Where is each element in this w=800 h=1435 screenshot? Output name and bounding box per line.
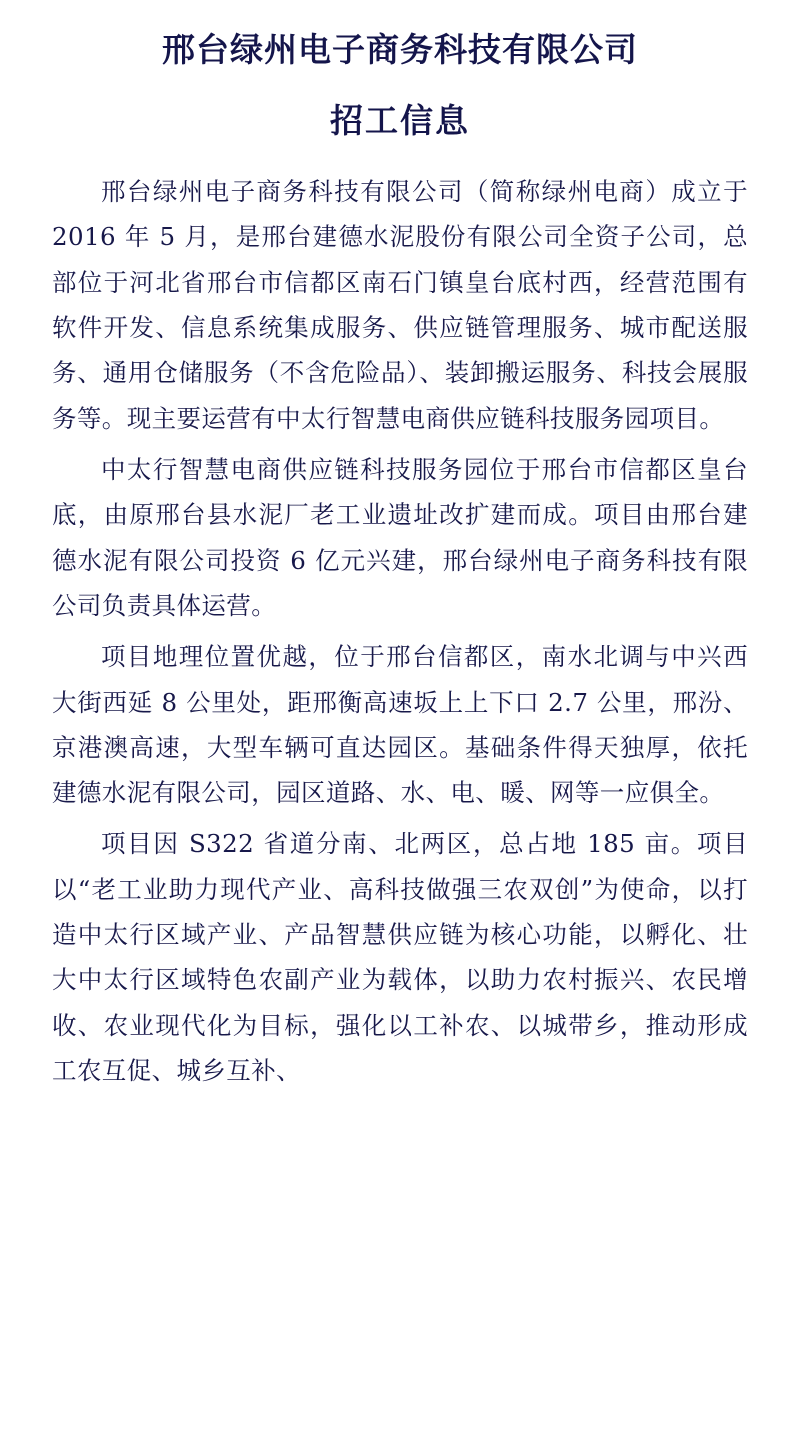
paragraph-company-intro: 邢台绿州电子商务科技有限公司（简称绿州电商）成立于 2016 年 5 月，是邢台建德水泥股份有限公司全资子公司，总部位于河北省邢台市信都区南石门镇皇台底村西，经营范围有软件开发、信息系统集成服务、供应链管理服务、城市配送服务、通用仓储服务（不含危险品）、装卸搬运服务、科技会展服务等。现主要运营有中太行智慧电商供应链科技服务园项目。	[52, 177, 748, 433]
document-title: 邢台绿州电子商务科技有限公司	[162, 30, 638, 69]
paragraph-park-overview: 中太行智慧电商供应链科技服务园位于邢台市信都区皇台底，由原邢台县水泥厂老工业遗址改扩建而成。项目由邢台建德水泥有限公司投资 6 亿元兴建，邢台绿州电子商务科技有限公司负责具体运营。	[52, 454, 748, 620]
paragraph-location: 项目地理位置优越，位于邢台信都区，南水北调与中兴西大街西延 8 公里处，距邢衡高速坂上上下口 2.7 公里，邢汾、京港澳高速，大型车辆可直达园区。基础条件得天独厚，依托建德水泥有限公司，园区道路、水、电、暖、网等一应俱全。	[52, 642, 748, 808]
paragraph-mission: 项目因 S322 省道分南、北两区，总占地 185 亩。项目以“老工业助力现代产业、高科技做强三农双创”为使命，以打造中太行区域产业、产品智慧供应链为核心功能，以孵化、壮大中太行区域特色农副产业为载体，以助力农村振兴、农民增收、农业现代化为目标，强化以工补农、以城带乡，推动形成工农互促、城乡互补、	[52, 829, 748, 1086]
document-body	[52, 169, 748, 1093]
document-subtitle: 招工信息	[330, 100, 470, 140]
